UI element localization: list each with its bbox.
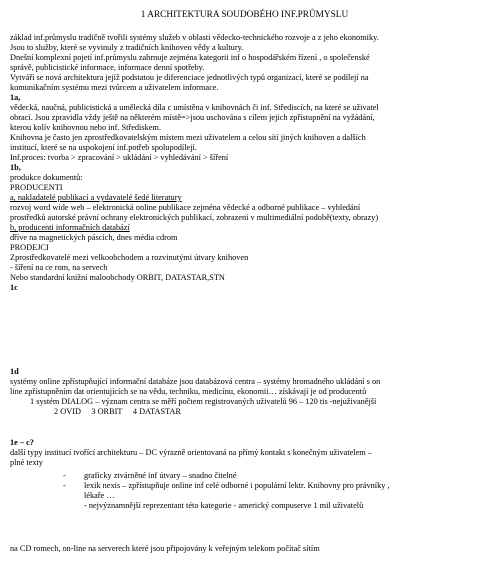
intro-line: Jsou to služby, které se vyvinuly z tradičních knihoven vědy a kultury.: [10, 43, 244, 52]
intro-section: [10, 33, 482, 293]
producenti-sub-b-line: dříve na magnetických páscích, dnes média cdrom: [10, 233, 178, 242]
section-1b-line: produkce dokumentů:: [10, 173, 83, 182]
bullet-continuation: lékaře …: [84, 491, 115, 500]
section-1a-line: Inf.proces: tvorba > zpracování > ukládání > vyhledávání > šíření: [10, 153, 229, 162]
section-1e-line: další typy institucí tvořící architekturu – DC výrazně orientovaná na přímý kontakt s konečným uživatelem –: [10, 448, 372, 457]
footer-line: na CD romech, on-line na serverech které jsou připojovány k veřejným telekom počítač sítím: [10, 544, 320, 553]
section-heading-1e: 1e – c?: [10, 438, 34, 447]
bullet-dash: -: [63, 481, 66, 490]
page-title: 1 ARCHITEKTURA SOUDOBÉHO INF.PRŮMYSLU: [140, 10, 349, 20]
producenti-sub-b: b, producenti informačních databází: [10, 223, 130, 232]
section-1d: [10, 367, 482, 417]
prodejci-line: Zprostředkovatelé mezi velkoobchodem a rozvinutými útvary knihoven: [10, 253, 249, 262]
intro-line: Vytváří se nová architektura jejíž podstatou je diferenciace jednotlivých typů organizací, které se podílejí na: [10, 73, 369, 82]
section-1d-line: line zpřístupněním dat orientujících se na vědu, techniku, medicínu, ekonomii… získávají je od producentů: [10, 387, 367, 396]
bullet-item: [10, 481, 482, 491]
intro-line: Dnešní komplexní pojetí inf.průmyslu zahrnuje zejména kategorii inf o hospodářském řízení , o společenské: [10, 53, 370, 62]
prodejci-line: - šíření na ce rom, na servech: [10, 263, 108, 272]
section-1e-line: plné texty: [10, 458, 43, 467]
section-heading-1c: 1c: [10, 283, 18, 292]
section-1a-line: obrací. Jsou zpravidla vždy ještě na některém místě=>jsou uschována s cílem jejich zpřístupnění na vyžádání,: [10, 113, 375, 122]
producenti-sub-a-line: prostředků autorské právní ochrany elektronických publikací, zobrazení v multimediální podobě(texty, obrazy): [10, 213, 379, 222]
ranking-item: 4 DATASTAR: [132, 407, 182, 416]
bullet-continuation: - nejvýznamnější reprezentant této kategorie - americký compuserve 1 mil uživatelů: [84, 501, 364, 510]
producenti-sub-a-line: rozvoj word wide web – elektronická online publikace zejména vědecké a odborné publikace – vyhledání: [10, 203, 361, 212]
intro-line: správě, publicistické informace, informace denní spotřeby.: [10, 63, 205, 72]
producenti-sub-a: a, nakladatelé publikací a vydavatelé šedé literatury: [10, 193, 182, 202]
ranking-item: 2 OVID: [54, 407, 81, 416]
system-ranking-others: [10, 407, 482, 417]
section-1a-line: institucí, které se na uspokojení inf.potřeb spolupodílejí.: [10, 143, 197, 152]
prodejci-line: Nebo standardní knižní maloobchody ORBIT, DATASTAR,STN: [10, 273, 225, 282]
section-1a-line: vědecká, naučná, publicistická a umělecká díla c umístěna v knihovnách či inf. Střediscích, na které se uživatel: [10, 103, 379, 112]
prodejci-label: PRODEJCI: [10, 243, 49, 252]
bullet-item: [10, 471, 482, 481]
system-ranking-line: 1 systém DIALOG – význam centra se měří počtem registrovaných uživatelů 96 – 120 tis -nejuživanější: [30, 397, 377, 406]
bullet-text: lexik nexis – zpřístupňuje online inf celé odborné i populární lektr. Knihovny pro právníky ,: [84, 481, 390, 490]
intro-line: komunikačním systému mezi tvůrcem a uživatelem informace.: [10, 83, 219, 92]
section-1e: [10, 438, 482, 511]
ranking-item: 3 ORBIT: [91, 407, 123, 416]
section-1a-line: kterou kolív knihovnou nebo inf. Střediskem.: [10, 123, 161, 132]
intro-line: základ inf.průmyslu tradičně tvořili systémy služeb v oblasti vědecko-technického rozvoje a z jeho ekonomiky.: [10, 33, 379, 42]
section-1a-line: Knihovna je často jen zprostředkovatelským místem mezi uživatelem a celou sítí jiných knihoven a dalších: [10, 133, 366, 142]
section-heading-1d: 1d: [10, 367, 19, 376]
producenti-label: PRODUCENTI: [10, 183, 63, 192]
section-1d-line: systémy online zpřístupňující informační databáze jsou databázová centra – systémy hromadného ukládání s on: [10, 377, 381, 386]
section-heading-1a: 1a,: [10, 93, 21, 102]
bullet-text: graficky ztvárněné inf útvary – snadno čitelné: [84, 471, 237, 480]
section-heading-1b: 1b,: [10, 163, 21, 172]
bullet-dash: -: [63, 471, 66, 480]
